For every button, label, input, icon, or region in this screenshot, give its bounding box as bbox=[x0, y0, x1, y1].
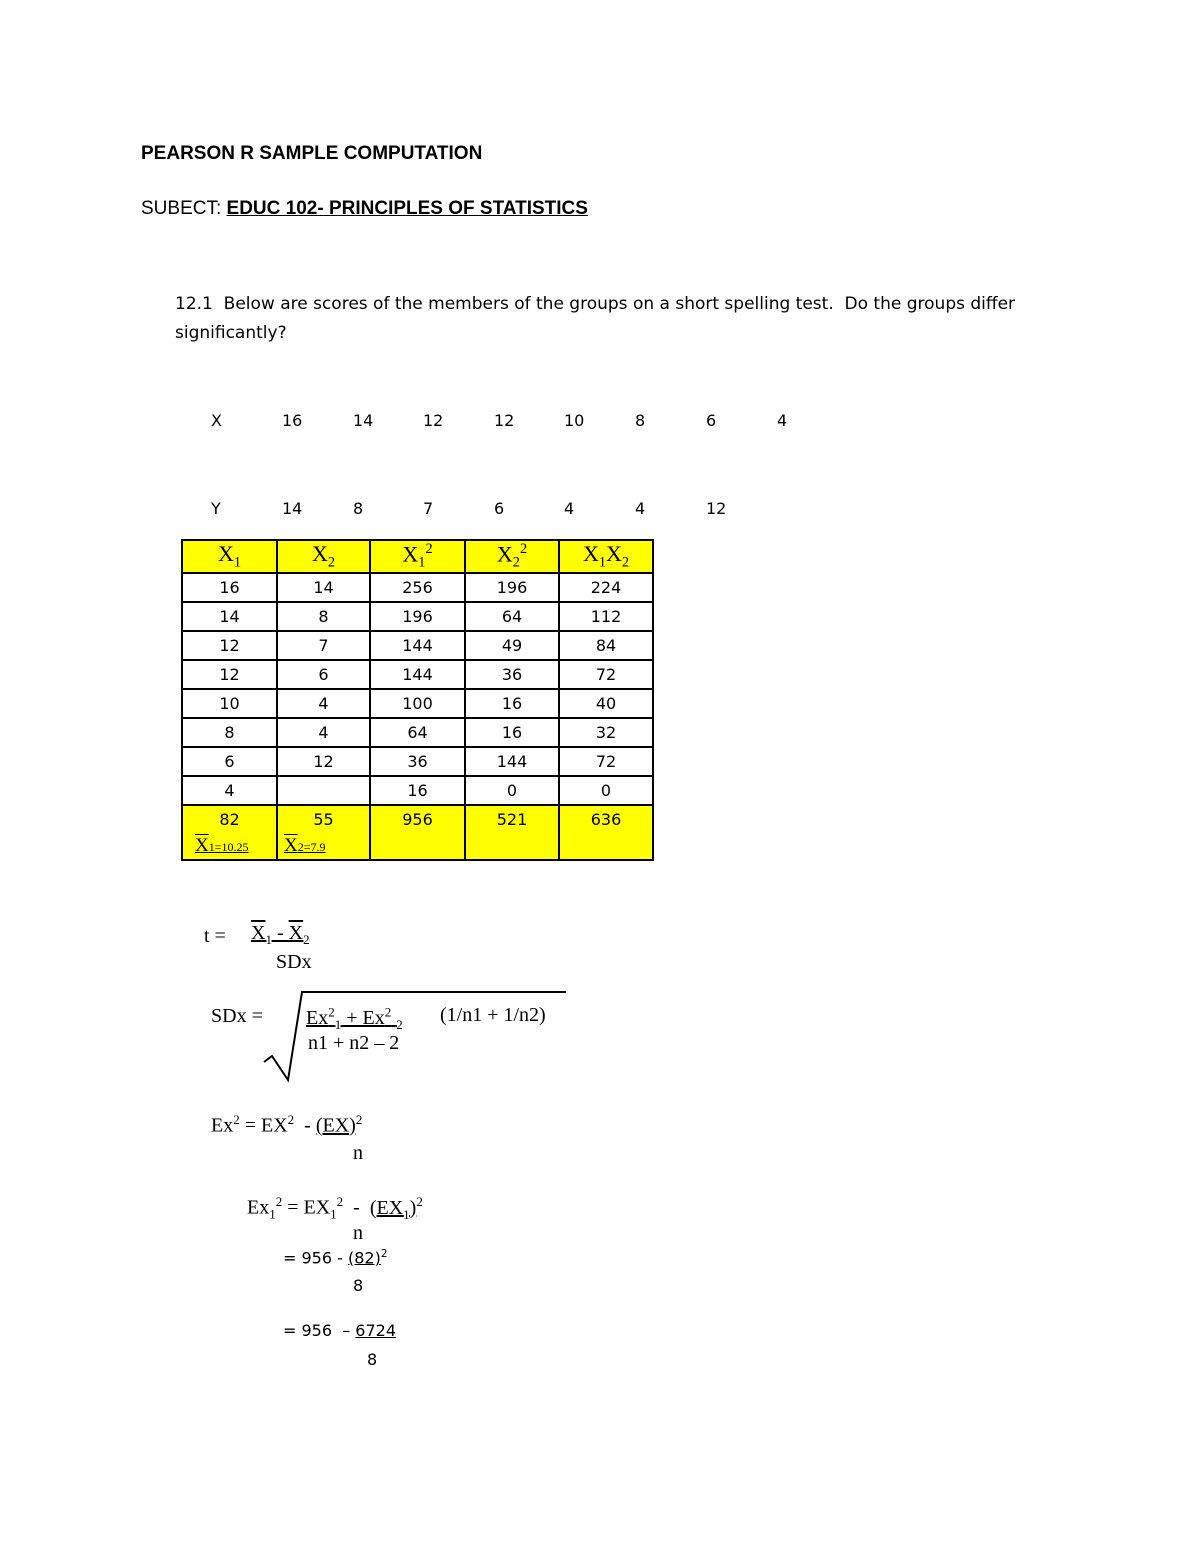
header-x2-squared: $X_2^2$ bbox=[465, 540, 559, 573]
cell: 14 bbox=[277, 573, 370, 602]
x-value: 14 bbox=[353, 411, 374, 430]
ex12-denominator: n bbox=[353, 1222, 363, 1244]
cell: 72 bbox=[559, 747, 653, 776]
cell: 7 bbox=[277, 631, 370, 660]
y-value: 12 bbox=[706, 499, 727, 518]
means-row bbox=[182, 833, 653, 860]
table-row bbox=[182, 631, 653, 660]
ex2-denominator: n bbox=[353, 1142, 363, 1164]
mean-x1-label: X1=10.25 bbox=[195, 834, 249, 856]
total-cell: 55 bbox=[277, 805, 370, 833]
cell bbox=[277, 776, 370, 805]
table-row bbox=[182, 776, 653, 805]
subject-course: EDUC 102- PRINCIPLES OF STATISTICS bbox=[226, 198, 588, 219]
page-title: PEARSON R SAMPLE COMPUTATION bbox=[141, 143, 483, 164]
cell: 196 bbox=[465, 573, 559, 602]
cell: 8 bbox=[277, 602, 370, 631]
cell: 12 bbox=[182, 660, 277, 689]
cell: 72 bbox=[559, 660, 653, 689]
t-formula-numerator: $X_1 - X_2$ bbox=[251, 922, 310, 947]
table-row bbox=[182, 573, 653, 602]
cell: 8 bbox=[182, 718, 277, 747]
mean-x2-value: =7.9 bbox=[303, 839, 326, 854]
y-value: 8 bbox=[353, 499, 364, 518]
sdx-denominator: n1 + n2 – 2 bbox=[308, 1032, 400, 1054]
cell: 0 bbox=[465, 776, 559, 805]
header-x2: $X_2$ bbox=[277, 540, 370, 573]
empty-cell bbox=[370, 833, 465, 860]
ex12-formula: $Ex_1^2 = EX_1^2 - (EX_1)^2$ bbox=[247, 1194, 423, 1222]
step-2: = 956 – 6724 bbox=[283, 1321, 397, 1340]
mean-x2-cell bbox=[277, 833, 370, 860]
header-x1-squared: $X_1^2$ bbox=[370, 540, 465, 573]
computation-table bbox=[181, 539, 654, 861]
y-value: 14 bbox=[282, 499, 303, 518]
x-value: 10 bbox=[564, 411, 585, 430]
subject-line bbox=[141, 198, 588, 220]
cell: 112 bbox=[559, 602, 653, 631]
cell: 64 bbox=[370, 718, 465, 747]
cell: 4 bbox=[182, 776, 277, 805]
table-row bbox=[182, 660, 653, 689]
total-cell: 636 bbox=[559, 805, 653, 833]
mean-x1-value: =10.25 bbox=[214, 839, 249, 854]
table-row bbox=[182, 602, 653, 631]
cell: 196 bbox=[370, 602, 465, 631]
x-value: 4 bbox=[777, 411, 788, 430]
empty-cell bbox=[465, 833, 559, 860]
y-value: 4 bbox=[635, 499, 646, 518]
cell: 36 bbox=[465, 660, 559, 689]
x-value: 12 bbox=[423, 411, 444, 430]
header-x1x2: $X_1X_2$ bbox=[559, 540, 653, 573]
cell: 12 bbox=[277, 747, 370, 776]
table-row bbox=[182, 689, 653, 718]
step-1: = $956 - (82)^2$ bbox=[283, 1248, 388, 1268]
cell: 12 bbox=[182, 631, 277, 660]
cell: 16 bbox=[370, 776, 465, 805]
x-value: 12 bbox=[494, 411, 515, 430]
cell: 40 bbox=[559, 689, 653, 718]
y-value: 7 bbox=[423, 499, 434, 518]
x-value: 8 bbox=[635, 411, 646, 430]
table-row bbox=[182, 747, 653, 776]
cell: 32 bbox=[559, 718, 653, 747]
cell: 6 bbox=[182, 747, 277, 776]
y-row-label: Y bbox=[211, 499, 221, 518]
totals-row bbox=[182, 805, 653, 833]
header-x1: $X_1$ bbox=[182, 540, 277, 573]
table-header-row bbox=[182, 540, 653, 573]
cell: 16 bbox=[465, 718, 559, 747]
empty-cell bbox=[559, 833, 653, 860]
cell: 84 bbox=[559, 631, 653, 660]
x-row-label: X bbox=[211, 411, 222, 430]
cell: 256 bbox=[370, 573, 465, 602]
step-1-denominator: 8 bbox=[353, 1276, 364, 1295]
sdx-lhs: SDx = bbox=[211, 1005, 263, 1027]
cell: 16 bbox=[182, 573, 277, 602]
cell: 10 bbox=[182, 689, 277, 718]
total-cell: 956 bbox=[370, 805, 465, 833]
cell: 14 bbox=[182, 602, 277, 631]
table-row bbox=[182, 718, 653, 747]
step-2-denominator: 8 bbox=[367, 1350, 378, 1369]
cell: 144 bbox=[370, 660, 465, 689]
ex2-formula: $Ex^2 = EX^2 - (EX)^2$ bbox=[211, 1112, 363, 1137]
cell: 64 bbox=[465, 602, 559, 631]
sdx-numerator: $Ex^2_1 + Ex^2$ $_2$ bbox=[306, 1004, 403, 1032]
cell: 224 bbox=[559, 573, 653, 602]
t-formula-lhs: t = bbox=[204, 925, 226, 947]
y-value: 4 bbox=[564, 499, 575, 518]
x-value: 6 bbox=[706, 411, 717, 430]
sdx-factor: (1/n1 + 1/n2) bbox=[440, 1004, 546, 1026]
cell: 16 bbox=[465, 689, 559, 718]
total-cell: 82 bbox=[182, 805, 277, 833]
cell: 6 bbox=[277, 660, 370, 689]
cell: 144 bbox=[465, 747, 559, 776]
cell: 0 bbox=[559, 776, 653, 805]
problem-line-2: significantly? bbox=[175, 323, 287, 343]
y-value: 6 bbox=[494, 499, 505, 518]
cell: 49 bbox=[465, 631, 559, 660]
mean-x1-cell bbox=[182, 833, 277, 860]
mean-x2-label: X2=7.9 bbox=[284, 834, 326, 856]
cell: 4 bbox=[277, 689, 370, 718]
cell: 4 bbox=[277, 718, 370, 747]
cell: 144 bbox=[370, 631, 465, 660]
subject-label: SUBECT: bbox=[141, 198, 222, 219]
cell: 36 bbox=[370, 747, 465, 776]
x-value: 16 bbox=[282, 411, 303, 430]
problem-statement bbox=[175, 290, 1015, 348]
t-formula-denominator: SDx bbox=[276, 951, 312, 973]
total-cell: 521 bbox=[465, 805, 559, 833]
problem-line-1: 12.1 Below are scores of the members of the groups on a short spelling test. Do the groups differ bbox=[175, 294, 1016, 314]
cell: 100 bbox=[370, 689, 465, 718]
